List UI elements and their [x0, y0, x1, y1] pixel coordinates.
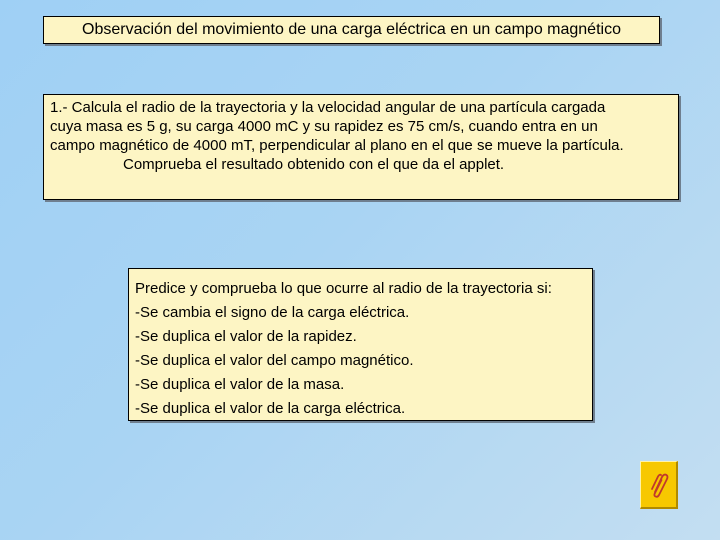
page-title: Observación del movimiento de una carga eléctrica en un campo magnético — [82, 21, 621, 38]
predict-heading: Predice y comprueba lo que ocurre al radio de la trayectoria si: — [135, 280, 552, 297]
paperclip-icon — [649, 472, 669, 498]
problem-line: cuya masa es 5 g, su carga 4000 mC y su rapidez es 75 cm/s, cuando entra en un — [50, 118, 598, 135]
predict-item: -Se duplica el valor de la rapidez. — [135, 328, 357, 345]
title-box — [43, 16, 660, 44]
problem-line: Comprueba el resultado obtenido con el que da el applet. — [123, 156, 505, 173]
predict-box — [128, 268, 593, 421]
problem-line: campo magnético de 4000 mT, perpendicular al plano en el que se mueve la partícula. — [50, 137, 624, 154]
attachment-button[interactable] — [640, 461, 678, 509]
predict-item: -Se duplica el valor de la masa. — [135, 376, 345, 393]
problem-line: 1.- Calcula el radio de la trayectoria y la velocidad angular de una partícula cargada — [50, 99, 606, 116]
problem-box — [43, 94, 679, 200]
predict-item: -Se cambia el signo de la carga eléctrica. — [135, 304, 410, 321]
predict-item: -Se duplica el valor de la carga eléctrica. — [135, 400, 406, 417]
predict-item: -Se duplica el valor del campo magnético. — [135, 352, 414, 369]
